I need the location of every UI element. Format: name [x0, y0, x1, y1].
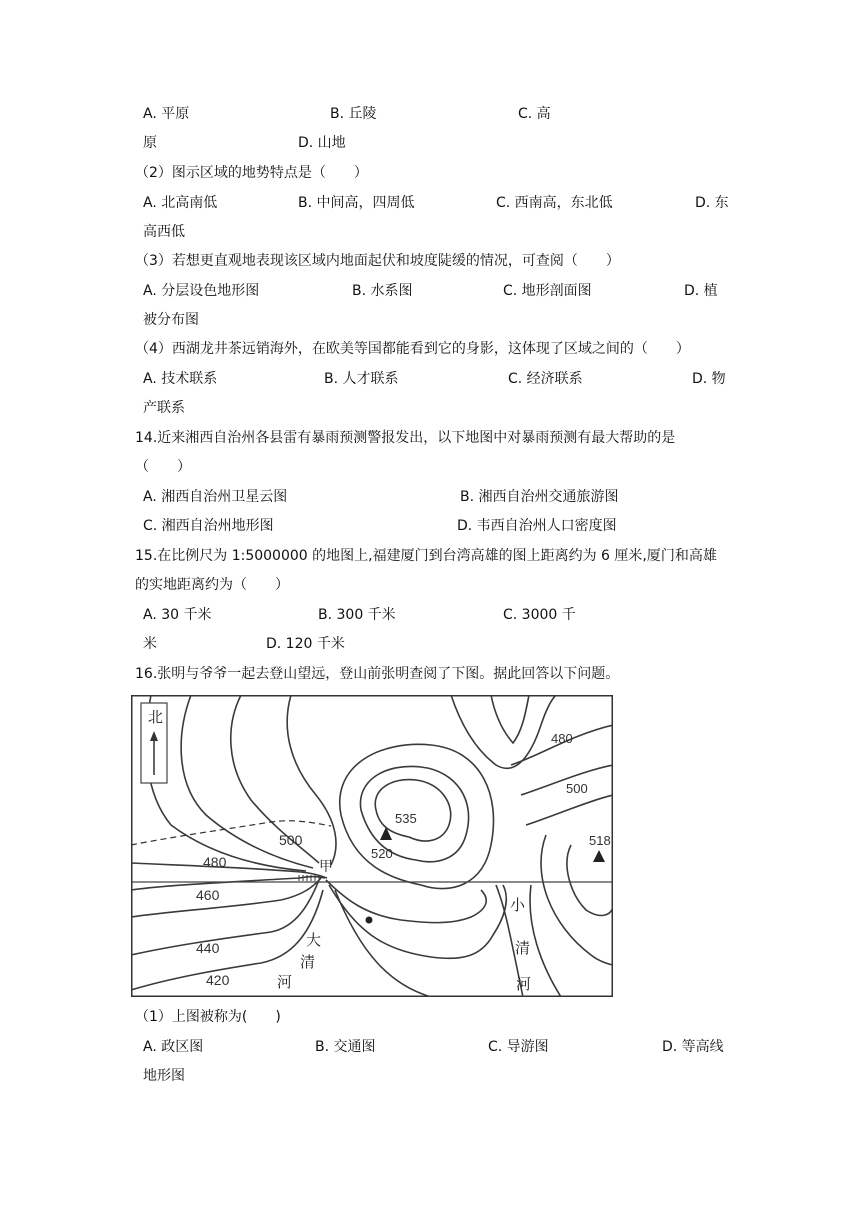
river-xiao-char3: 河 [516, 976, 532, 993]
q13-2-option-d: D. 东 [695, 195, 729, 211]
q13-1-option-c-cont: 原 [143, 135, 157, 151]
q15-stem-line1: 15.在比例尺为 1:5000000 的地图上,福建厦门到台湾高雄的图上距离约为 6 厘米,厦门和高雄 [135, 548, 717, 564]
contour-label-440: 440 [196, 940, 220, 956]
q14-stem-line2: （ ） [135, 459, 191, 475]
q16-1-option-a: A. 政区图 [143, 1039, 204, 1055]
q15-option-b: B. 300 千米 [318, 607, 396, 623]
q13-4-option-c: C. 经济联系 [508, 371, 583, 387]
q13-3-option-d-cont: 被分布图 [143, 312, 199, 328]
peak-518-label: 518 [589, 833, 611, 848]
q15-option-d: D. 120 千米 [266, 636, 345, 652]
q15-option-c-cont: 米 [143, 636, 157, 652]
river-da-char1: 大 [306, 932, 322, 949]
q16-1-option-c: C. 导游图 [488, 1039, 549, 1055]
q14-option-a: A. 湘西自治州卫星云图 [143, 489, 288, 505]
q13-4-option-d-cont: 产联系 [143, 400, 185, 416]
peak-535-label: 535 [395, 811, 417, 826]
q14-stem-line1: 14.近来湘西自治州各县雷有暴雨预测警报发出，以下地图中对暴雨预测有最大帮助的是 [135, 430, 676, 446]
q13-2-option-b: B. 中间高，四周低 [298, 195, 415, 211]
q15-stem-line2: 的实地距离约为（ ） [135, 577, 289, 593]
q14-option-d: D. 韦西自治州人口密度图 [457, 518, 617, 534]
q16-1-option-d: D. 等高线 [662, 1039, 724, 1055]
contour-label-480-left: 480 [203, 854, 227, 870]
q13-3-option-d: D. 植 [684, 283, 718, 299]
contour-label-460: 460 [196, 887, 220, 903]
river-xiao-char2: 清 [515, 940, 531, 957]
q13-2-option-c: C. 西南高，东北低 [496, 195, 613, 211]
q16-1-stem: （1）上图被称为( ) [135, 1009, 281, 1025]
q13-2-stem: （2）图示区域的地势特点是（ ） [135, 165, 368, 181]
contour-label-480-right: 480 [551, 731, 573, 746]
contour-label-420: 420 [206, 972, 230, 988]
q15-option-c: C. 3000 千 [503, 607, 576, 623]
q13-1-option-d: D. 山地 [298, 135, 346, 151]
q13-3-stem: （3）若想更直观地表现该区域内地面起伏和坡度陡缓的情况，可查阅（ ） [135, 253, 620, 269]
q13-3-option-b: B. 水系图 [352, 283, 413, 299]
point-jia-label: 甲 [319, 858, 333, 874]
river-da-char2: 清 [300, 954, 316, 971]
q16-1-option-d-cont: 地形图 [143, 1068, 185, 1084]
contour-label-500-left: 500 [279, 832, 303, 848]
contour-label-500-right: 500 [566, 781, 588, 796]
q13-4-option-b: B. 人才联系 [324, 371, 399, 387]
contour-map [131, 695, 613, 997]
q13-4-option-a: A. 技术联系 [143, 371, 218, 387]
q13-3-option-a: A. 分层设色地形图 [143, 283, 260, 299]
q13-2-option-d-cont: 高西低 [143, 224, 185, 240]
q16-stem: 16.张明与爷爷一起去登山望远，登山前张明查阅了下图。据此回答以下问题。 [135, 666, 620, 682]
q16-1-option-b: B. 交通图 [315, 1039, 376, 1055]
q13-4-stem: （4）西湖龙井茶远销海外，在欧美等国都能看到它的身影，这体现了区域之间的（ ） [135, 341, 690, 357]
q13-1-option-b: B. 丘陵 [330, 106, 377, 122]
q14-option-b: B. 湘西自治州交通旅游图 [460, 489, 619, 505]
q14-option-c: C. 湘西自治州地形图 [143, 518, 274, 534]
q13-3-option-c: C. 地形剖面图 [503, 283, 592, 299]
river-da-char3: 河 [277, 974, 293, 991]
q13-1-option-c: C. 高 [518, 106, 551, 122]
contour-label-520: 520 [371, 846, 393, 861]
q13-1-option-a: A. 平原 [143, 106, 190, 122]
river-xiao-char1: 小 [510, 897, 526, 914]
north-label: 北 [148, 709, 164, 726]
q15-option-a: A. 30 千米 [143, 607, 212, 623]
q13-2-option-a: A. 北高南低 [143, 195, 218, 211]
q13-4-option-d: D. 物 [692, 371, 726, 387]
